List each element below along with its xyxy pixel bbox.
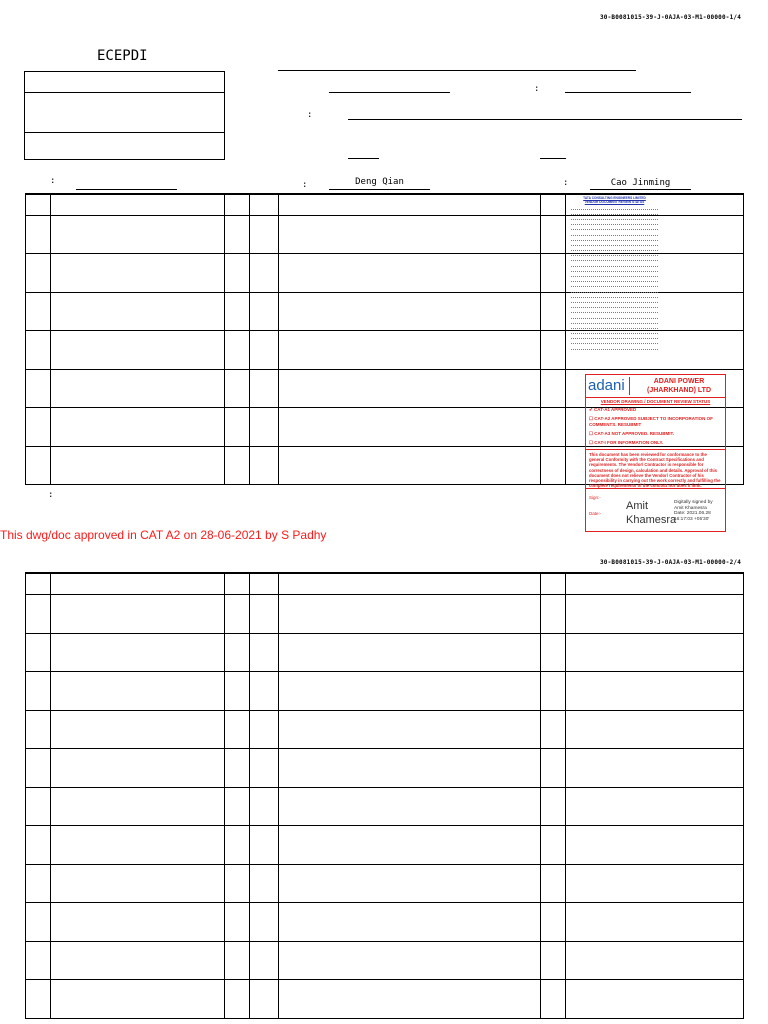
document-number-page2: 30-B0081015-39-J-0AJA-03-M1-00000-2/4 — [600, 559, 742, 566]
adani-signer-name — [626, 499, 676, 527]
signer-deng-qian: Deng Qian — [355, 177, 404, 187]
adani-stamp-note: This document has been reviewed for conformance to the general Conformity with the Contract Specifications and requirements. The Vendor/ Contractor is responsible for correctness of design, calculation and details. Approval of this document does not relieve the Vendor/ Contractor of his responsibility in carrying out the work correctly and fulfilling the complete requirements of the contract nor does it limit. — [586, 449, 725, 482]
adani-option-a1: ✔ CAT-A1 APPROVED — [589, 407, 637, 412]
title-block-divider — [25, 92, 224, 93]
header-line — [348, 158, 379, 159]
review-stamp-title: TATA CONSULTING ENGINEERS LIMITED — [583, 196, 646, 200]
signature-line — [329, 189, 430, 190]
header-colon: : — [307, 110, 313, 120]
signer-cao-jinming: Cao Jinming — [610, 178, 671, 188]
adani-option-a2: ☐ CAT-A2 APPROVED SUBJECT TO INCORPORATION OF COMMENTS. RESUBMIT — [589, 416, 713, 427]
adani-sign-row — [586, 488, 725, 531]
header-colon: : — [534, 84, 540, 94]
header-line — [565, 92, 691, 93]
review-status-stamp — [571, 196, 658, 328]
adani-sign-label: Sign:- — [589, 495, 601, 500]
dsig-line: 16:17:03 +05'30' — [674, 516, 710, 522]
adani-option-i-label: CAT-I FOR INFORMATION ONLY. — [594, 440, 664, 445]
digital-signature-info — [674, 500, 713, 522]
signature-line — [590, 189, 691, 190]
adani-option-a2-label: CAT-A2 APPROVED SUBJECT TO INCORPORATION OF COMMENTS. RESUBMIT — [589, 416, 713, 427]
adani-option-a1-label: CAT-A1 APPROVED — [594, 407, 637, 412]
signature-colon: : — [563, 178, 569, 188]
header-line — [348, 119, 742, 120]
adani-review-stamp — [585, 374, 726, 532]
table-row — [26, 671, 744, 710]
approval-note: This dwg/doc approved in CAT A2 on 28-06-2021 by S Padhy — [0, 528, 327, 542]
revision-table-page2 — [25, 572, 744, 1019]
adani-company-name: ADANI POWER (JHARKHAND) LTD — [646, 378, 712, 394]
table-row — [26, 825, 744, 864]
dsig-line: Digitally signed by — [674, 500, 713, 505]
adani-stamp-header — [586, 375, 725, 398]
signer-first-name: Amit — [626, 500, 648, 512]
table-row — [26, 594, 744, 633]
header-line — [540, 158, 566, 159]
adani-status-title: VENDOR DRAWING / DOCUMENT REVIEW STATUS — [600, 399, 711, 404]
review-stamp-subtitle: VENDOR DOCUMENT REVIEW STATUS — [584, 200, 645, 205]
dsig-line: Amit Khamesra — [674, 505, 707, 511]
title-block — [24, 71, 225, 160]
table-row — [26, 941, 744, 979]
table-row — [26, 979, 744, 1018]
signer-last-name: Khamesra — [626, 514, 677, 526]
table-row — [26, 710, 744, 748]
dsig-line: Date: 2021.06.28 — [674, 511, 711, 517]
adani-logo: adani — [588, 377, 630, 395]
company-logo-text: ECEPDI — [97, 48, 148, 64]
document-number: 30-B0081015-39-J-0AJA-03-M1-00000-1/4 — [600, 14, 742, 21]
table-row — [26, 787, 744, 825]
adani-option-a3-label: CAT-A3 NOT APPROVED. RESUBMIT. — [594, 431, 675, 436]
signature-line — [76, 189, 177, 190]
table-row — [26, 864, 744, 902]
signature-colon: : — [302, 180, 308, 190]
table-row — [26, 748, 744, 787]
table-row — [26, 902, 744, 941]
adani-date-label: Date:- — [589, 511, 602, 516]
adani-option-a3: ☐ CAT-A3 NOT APPROVED. RESUBMIT. — [589, 431, 675, 436]
adani-option-i: ☐ CAT-I FOR INFORMATION ONLY. — [589, 440, 664, 445]
signature-colon: : — [50, 176, 56, 186]
header-line — [329, 92, 450, 93]
table-row — [26, 633, 744, 671]
footnote-colon: : — [48, 490, 54, 500]
stamp-text-line — [571, 344, 658, 349]
header-line — [278, 70, 636, 71]
title-block-divider — [25, 132, 224, 133]
table-row — [26, 573, 744, 594]
